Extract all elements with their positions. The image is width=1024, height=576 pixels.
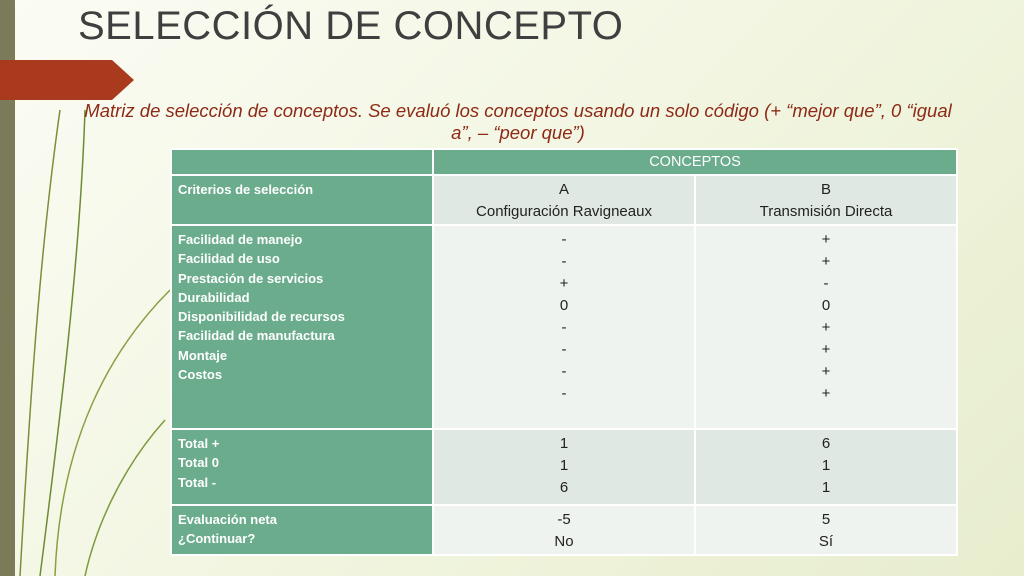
concept-names-row: [171, 175, 957, 225]
score-value: +: [821, 363, 831, 380]
total-label: Total 0: [178, 455, 219, 471]
concept-b-letter: B: [820, 181, 831, 198]
slide-subtitle: Matriz de selección de conceptos. Se evaluó los conceptos usando un solo código (+ “mejor que”, 0 “igual a”, – “peor que”): [84, 100, 952, 143]
totals-labels: [171, 429, 433, 505]
total-label: Total +: [178, 436, 220, 451]
score-value: -: [561, 319, 567, 336]
evaluation-labels: [171, 505, 433, 555]
score-value: -: [561, 363, 567, 380]
criterion-label: Durabilidad: [178, 289, 250, 305]
score-value: 0: [821, 297, 831, 314]
concept-a-scores: [433, 225, 695, 429]
total-value: 6: [559, 479, 569, 496]
score-value: +: [821, 341, 831, 358]
total-value: 1: [821, 457, 831, 474]
score-value: 0: [559, 297, 569, 314]
total-value: 6: [821, 435, 831, 452]
evaluation-value: Sí: [818, 533, 834, 550]
concept-a-name: Configuración Ravigneaux: [476, 203, 652, 220]
criteria-header: Criterios de selección: [171, 175, 433, 225]
concept-b-header: [695, 175, 957, 225]
concept-selection-matrix: [170, 148, 958, 556]
criterion-label: Facilidad de manejo: [178, 232, 303, 247]
criterion-label: Prestación de servicios: [178, 270, 324, 286]
score-value: +: [821, 253, 831, 270]
criterion-label: Disponibilidad de recursos: [178, 309, 345, 325]
score-value: -: [823, 275, 829, 292]
accent-tab-arrow: [112, 60, 134, 100]
criteria-list: [171, 225, 433, 429]
concept-a-header: [433, 175, 695, 225]
score-value: +: [559, 275, 569, 292]
criterion-label: Costos: [178, 367, 223, 383]
concept-b-evaluation: [695, 505, 957, 555]
concepts-header: CONCEPTOS: [433, 149, 957, 175]
criterion-label: Facilidad de uso: [178, 251, 280, 267]
concept-a-evaluation: [433, 505, 695, 555]
total-value: 1: [559, 435, 569, 452]
blank-header-cell: [171, 149, 433, 175]
evaluation-label: Evaluación neta: [178, 512, 277, 527]
evaluation-value: -5: [557, 511, 571, 528]
total-value: 1: [821, 479, 831, 496]
criterion-label: Facilidad de manufactura: [178, 328, 335, 344]
totals-row: [171, 429, 957, 505]
total-value: 1: [559, 457, 569, 474]
score-value: +: [821, 231, 831, 248]
score-value: +: [821, 385, 831, 402]
score-value: -: [561, 341, 567, 358]
concept-b-name: Transmisión Directa: [759, 203, 893, 220]
concept-a-letter: A: [558, 181, 569, 198]
accent-tab: [0, 60, 112, 100]
concept-b-scores: [695, 225, 957, 429]
score-value: -: [561, 253, 567, 270]
score-value: -: [561, 231, 567, 248]
evaluation-value: 5: [821, 511, 831, 528]
criterion-label: Montaje: [178, 347, 228, 363]
table-header-row: [171, 149, 957, 175]
evaluation-value: No: [554, 533, 574, 550]
criteria-row: [171, 225, 957, 429]
score-value: -: [561, 385, 567, 402]
evaluation-label: ¿Continuar?: [178, 531, 256, 547]
concept-b-totals: [695, 429, 957, 505]
score-value: +: [821, 319, 831, 336]
evaluation-row: [171, 505, 957, 555]
concept-a-totals: [433, 429, 695, 505]
total-label: Total -: [178, 474, 217, 490]
slide-title: SELECCIÓN DE CONCEPTO: [78, 4, 624, 48]
